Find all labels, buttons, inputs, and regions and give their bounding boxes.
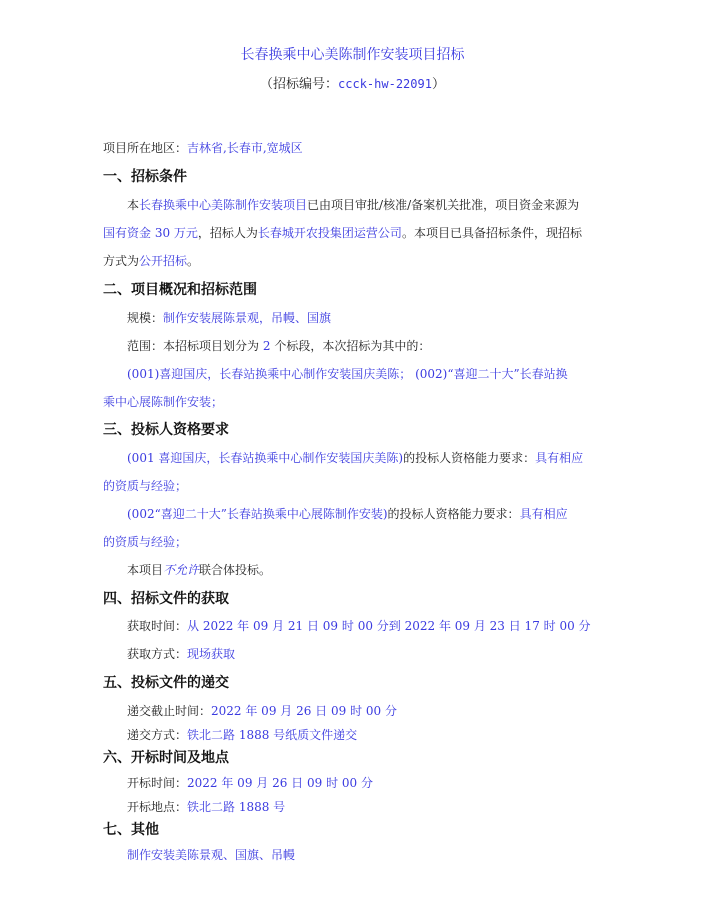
document-title: 长春换乘中心美陈制作安装项目招标 [240, 47, 465, 63]
s1-l3c: 。 [187, 254, 200, 268]
region-label: 项目所在地区： [103, 141, 188, 155]
qualification-1-cont: 的资质与经验； [103, 479, 188, 493]
section-5-heading: 五、投标文件的递交 [103, 675, 229, 691]
project-region-line [103, 139, 603, 157]
lot-count: 2 [262, 339, 271, 353]
joint-bid-status: 不允许 [163, 563, 200, 577]
s1-l2d: 。本项目已具备招标条件，现招标 [401, 226, 582, 240]
s1-l1c: 已由项目审批/核准/备案机关批准，项目资金来源为 [307, 198, 580, 212]
qualification-2-line [127, 505, 603, 523]
s1-l3a: 方式为 [103, 254, 140, 268]
submit-method-label: 递交方式： [127, 728, 188, 742]
tender-code: ccck-hw-22091 [338, 77, 432, 91]
s1-line-1 [127, 196, 603, 214]
lot-1-name: (001 喜迎国庆，长春站换乘中心制作安装国庆美陈) [127, 451, 404, 465]
tenderer-name: 长春城开农投集团运营公司 [257, 226, 402, 240]
opening-time-line [127, 774, 603, 792]
section-3-heading: 三、投标人资格要求 [103, 422, 229, 438]
lot-2-name: (002“喜迎二十大”长春站换乘中心展陈制作安装) [127, 507, 388, 521]
qualification-2-cont: 的资质与经验； [103, 535, 188, 549]
scale-line [127, 309, 603, 327]
obtain-method-value: 现场获取 [187, 647, 236, 661]
range-line [127, 337, 603, 355]
scale-value: 制作安装展陈景观，吊幔、国旗 [163, 311, 332, 325]
subtitle-open: （招标编号： [260, 77, 339, 92]
lots-line-1: (001)喜迎国庆，长春站换乘中心制作安装国庆美陈； (002)“喜迎二十大”长春站换 [127, 367, 568, 381]
submit-deadline-value: 2022 年 09 月 26 日 09 时 00 分 [211, 704, 397, 718]
range-a: 范围：本招标项目划分为 [127, 339, 260, 353]
joint-bid-line [127, 561, 603, 579]
section-6-heading: 六、开标时间及地点 [103, 750, 229, 766]
section-1-heading: 一、招标条件 [103, 169, 187, 185]
opening-place-label: 开标地点： [127, 800, 188, 814]
scale-label: 规模： [127, 311, 164, 325]
obtain-method-label: 获取方式： [127, 647, 188, 661]
s1-line-2 [103, 224, 603, 242]
opening-time-label: 开标时间： [127, 776, 188, 790]
section-7-heading: 七、其他 [103, 822, 159, 838]
obtain-method-line [127, 645, 603, 663]
submit-method-line [127, 726, 603, 744]
tender-method: 公开招标 [139, 254, 188, 268]
section-2-heading: 二、项目概况和招标范围 [103, 282, 257, 298]
submit-method-value: 铁北二路 1888 号纸质文件递交 [187, 728, 358, 742]
qualification-1-start: 具有相应 [535, 451, 584, 465]
s1-line-3 [103, 252, 603, 270]
s1-l1a: 本 [127, 198, 140, 212]
opening-time-value: 2022 年 09 月 26 日 09 时 00 分 [187, 776, 373, 790]
joint-a: 本项目 [127, 563, 164, 577]
subtitle-close: ） [431, 77, 445, 92]
qualification-1-line [127, 449, 603, 467]
opening-place-value: 铁北二路 1888 号 [187, 800, 286, 814]
funding-amount: 国有资金 30 万元 [103, 226, 198, 240]
obtain-time-label: 获取时间： [127, 619, 188, 633]
obtain-time-value: 从 2022 年 09 月 21 日 09 时 00 分到 2022 年 09 月 23 日 17 时 00 分 [187, 619, 591, 633]
project-name: 长春换乘中心美陈制作安装项目 [139, 198, 308, 212]
other-text: 制作安装美陈景观、国旗、吊幔 [127, 848, 296, 862]
qualification-label-2: 的投标人资格能力要求： [387, 507, 520, 521]
s1-l2b: ，招标人为 [197, 226, 258, 240]
obtain-time-line [127, 617, 603, 635]
section-4-heading: 四、招标文件的获取 [103, 591, 229, 607]
submit-deadline-label: 递交截止时间： [127, 704, 212, 718]
qualification-2-start: 具有相应 [519, 507, 568, 521]
lots-line-2: 乘中心展陈制作安装； [103, 395, 224, 409]
joint-c: 联合体投标。 [199, 563, 272, 577]
region-value: 吉林省,长春市,宽城区 [187, 141, 303, 155]
qualification-label-1: 的投标人资格能力要求： [403, 451, 536, 465]
range-c: 个标段，本次招标为其中的： [274, 339, 431, 353]
submit-deadline-line [127, 702, 603, 720]
tender-number-line [0, 74, 705, 95]
opening-place-line [127, 798, 603, 816]
